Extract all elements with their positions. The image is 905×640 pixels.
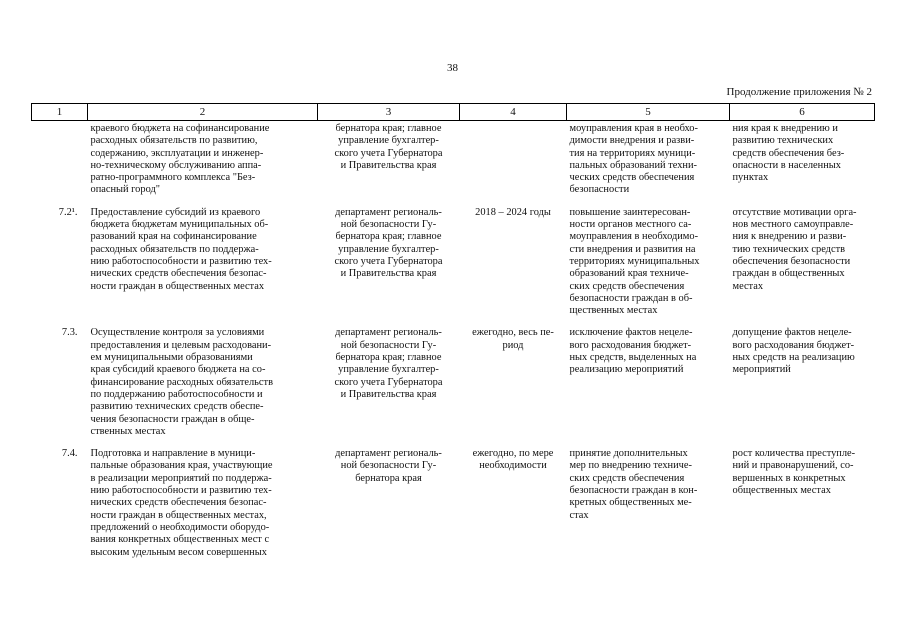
activity-cell: краевого бюджета на софинансирование расходных обязательств по развитию, содержанию, эксплуатации и инженер- но-техническому обслуживанию аппа- ратно-программного комплекса "Без- опасный город" bbox=[90, 123, 270, 196]
activity-cell: Подготовка и направление в муници- пальные образования края, участвующие в реализации мероприятий по поддержа- нию работоспособности и развитию тех- нических средств обеспечения безопас- ности граждан в общественных местах, предложений о необходимости оборудо- вания конкретных общественных мест с высоким удельным весом совершенных bbox=[90, 448, 273, 558]
period-cell: ежегодно, по мере необходимости bbox=[472, 448, 554, 472]
page-number: 38 bbox=[447, 62, 458, 74]
executor-cell: бернатора края; главное управление бухгалтер- ского учета Губернатора и Правительства края bbox=[334, 123, 443, 171]
column-header: 2 bbox=[88, 104, 318, 121]
consequence-cell: отсутствие мотивации орга- нов местного самоуправле- ния к внедрению и разви- тию технических средств обеспечения безопасности граждан в общественных местах bbox=[732, 206, 857, 292]
appendix-table bbox=[31, 103, 875, 567]
appendix-continuation-label: Продолжение приложения № 2 bbox=[726, 86, 872, 98]
column-header: 4 bbox=[460, 104, 567, 121]
period-cell: ежегодно, весь пе- риод bbox=[472, 327, 554, 351]
table-header-row bbox=[32, 104, 875, 121]
consequence-cell: ния края к внедрению и развитию технических средств обеспечения без- опасности в населенных пунктах bbox=[732, 123, 845, 184]
table-row bbox=[32, 205, 875, 326]
consequence-cell: допущение фактов нецеле- вого расходования бюджет- ных средств на реализацию мероприятий bbox=[732, 327, 855, 376]
table-row bbox=[32, 446, 875, 567]
activity-cell: Осуществление контроля за условиями предоставления и целевым расходовани- ем муниципальными образованиями края субсидий краевого бюджета на со- финансирование расходных обязательств по поддержанию работоспособности и развитию технических средств обеспе- чения безопасности граждан в обще- ственных местах bbox=[90, 327, 273, 437]
result-cell: моуправления края в необхо- димости внедрения и разви- тия на территориях муници- пальных образований техни- ческих средств обеспечения безопасности bbox=[569, 123, 698, 196]
result-cell: принятие дополнительных мер по внедрению техниче- ских средств обеспечения безопасности граждан в кон- кретных общественных ме- стах bbox=[569, 448, 698, 521]
consequence-cell: рост количества преступле- ний и правонарушений, со- вершенных в конкретных общественных местах bbox=[732, 448, 856, 497]
result-cell: повышение заинтересован- ности органов местного са- моуправления в необходимо- сти внедрения и развития на территориях муниципальных образований края техниче- ских средств обеспечения безопасности граждан в об- щественных местах bbox=[569, 206, 700, 317]
row-number: 7.2¹. bbox=[58, 206, 78, 218]
column-header: 6 bbox=[730, 104, 875, 121]
activity-cell: Предоставление субсидий из краевого бюджета бюджетам муниципальных об- разований края на софинансирование расходных обязательств по поддержа- нию работоспособности и развитию тех- нических средств обеспечения безопас- ности граждан в общественных местах bbox=[90, 206, 272, 292]
executor-cell: департамент региональ- ной безопасности Гу- бернатора края; главное управление бухгалтер- ского учета Губернатора и Правительства края bbox=[334, 206, 443, 280]
period-cell: 2018 – 2024 годы bbox=[475, 206, 551, 218]
column-header: 3 bbox=[318, 104, 460, 121]
column-header: 5 bbox=[567, 104, 730, 121]
period-cell bbox=[460, 121, 567, 205]
row-number: 7.3. bbox=[61, 327, 78, 339]
column-header: 1 bbox=[32, 104, 88, 121]
table-row bbox=[32, 121, 875, 205]
executor-cell: департамент региональ- ной безопасности Гу- бернатора края bbox=[335, 448, 442, 484]
row-number: 7.4. bbox=[61, 448, 78, 460]
executor-cell: департамент региональ- ной безопасности Гу- бернатора края; главное управление бухгалтер- ского учета Губернатора и Правительства края bbox=[334, 327, 443, 400]
result-cell: исключение фактов нецеле- вого расходования бюджет- ных средств, выделенных на реализацию мероприятий bbox=[569, 327, 697, 376]
table-row bbox=[32, 325, 875, 446]
row-number bbox=[32, 121, 88, 205]
